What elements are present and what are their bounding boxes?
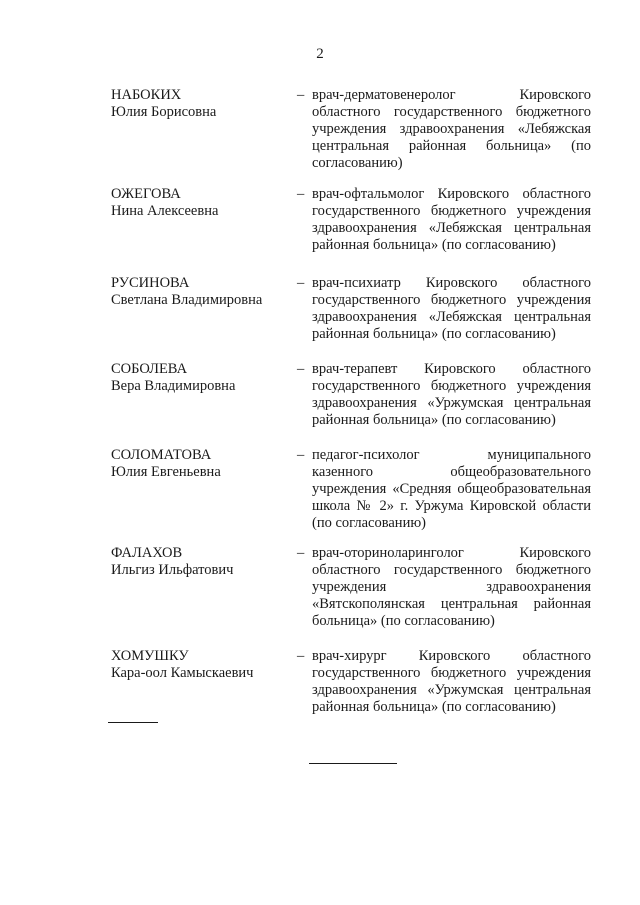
member-given-names: Юлия Евгеньевна	[111, 464, 221, 480]
member-name	[111, 545, 291, 579]
member-name	[111, 275, 291, 309]
member-role: педагог-психолог муниципального казенного общеобразовательного учреждения «Средняя общеобразовательная школа № 2» г. Уржума Кировской области (по согласованию)	[312, 447, 591, 531]
member-surname: ХОМУШКУ	[111, 648, 189, 664]
member-name	[111, 87, 291, 121]
member-name	[111, 186, 291, 220]
member-given-names: Вера Владимировна	[111, 378, 236, 394]
member-given-names: Ильгиз Ильфатович	[111, 562, 234, 578]
member-role: врач-хирург Кировского областного государственного бюджетного учреждения здравоохранения «Уржумская центральная районная больница» (по согласованию)	[312, 648, 591, 715]
member-given-names: Светлана Владимировна	[111, 292, 263, 308]
member-role: врач-офтальмолог Кировского областного государственного бюджетного учреждения здравоохранения «Лебяжская центральная районная больница» (по согласованию)	[312, 186, 591, 253]
member-name	[111, 447, 291, 481]
member-surname: ФАЛАХОВ	[111, 545, 183, 561]
member-name	[111, 361, 291, 395]
separator-dash: –	[297, 87, 305, 103]
separator-dash: –	[297, 648, 305, 664]
member-surname: ОЖЕГОВА	[111, 186, 181, 202]
separator-dash: –	[297, 361, 305, 377]
member-role: врач-оториноларинголог Кировского областного государственного бюджетного учреждения здравоохранения «Вятскополянская центральная районная больница» (по согласованию)	[312, 545, 591, 629]
member-role: врач-дерматовенеролог Кировского областного государственного бюджетного учреждения здравоохранения «Лебяжская центральная районная больница» (по согласованию)	[312, 87, 591, 171]
page-number: 2	[316, 46, 324, 62]
member-surname: РУСИНОВА	[111, 275, 190, 291]
member-surname: СОЛОМАТОВА	[111, 447, 212, 463]
member-surname: НАБОКИХ	[111, 87, 182, 103]
member-given-names: Нина Алексеевна	[111, 203, 219, 219]
member-given-names: Юлия Борисовна	[111, 104, 217, 120]
member-role: врач-психиатр Кировского областного государственного бюджетного учреждения здравоохранения «Лебяжская центральная районная больница» (по согласованию)	[312, 275, 591, 342]
separator-dash: –	[297, 447, 305, 463]
divider-line	[108, 722, 158, 723]
separator-dash: –	[297, 186, 305, 202]
separator-dash: –	[297, 545, 305, 561]
end-of-list-divider	[309, 763, 397, 764]
member-role: врач-терапевт Кировского областного государственного бюджетного учреждения здравоохранения «Уржумская центральная районная больница» (по согласованию)	[312, 361, 591, 428]
member-given-names: Кара-оол Камыскаевич	[111, 665, 254, 681]
member-surname: СОБОЛЕВА	[111, 361, 188, 377]
separator-dash: –	[297, 275, 305, 291]
member-name	[111, 648, 291, 682]
